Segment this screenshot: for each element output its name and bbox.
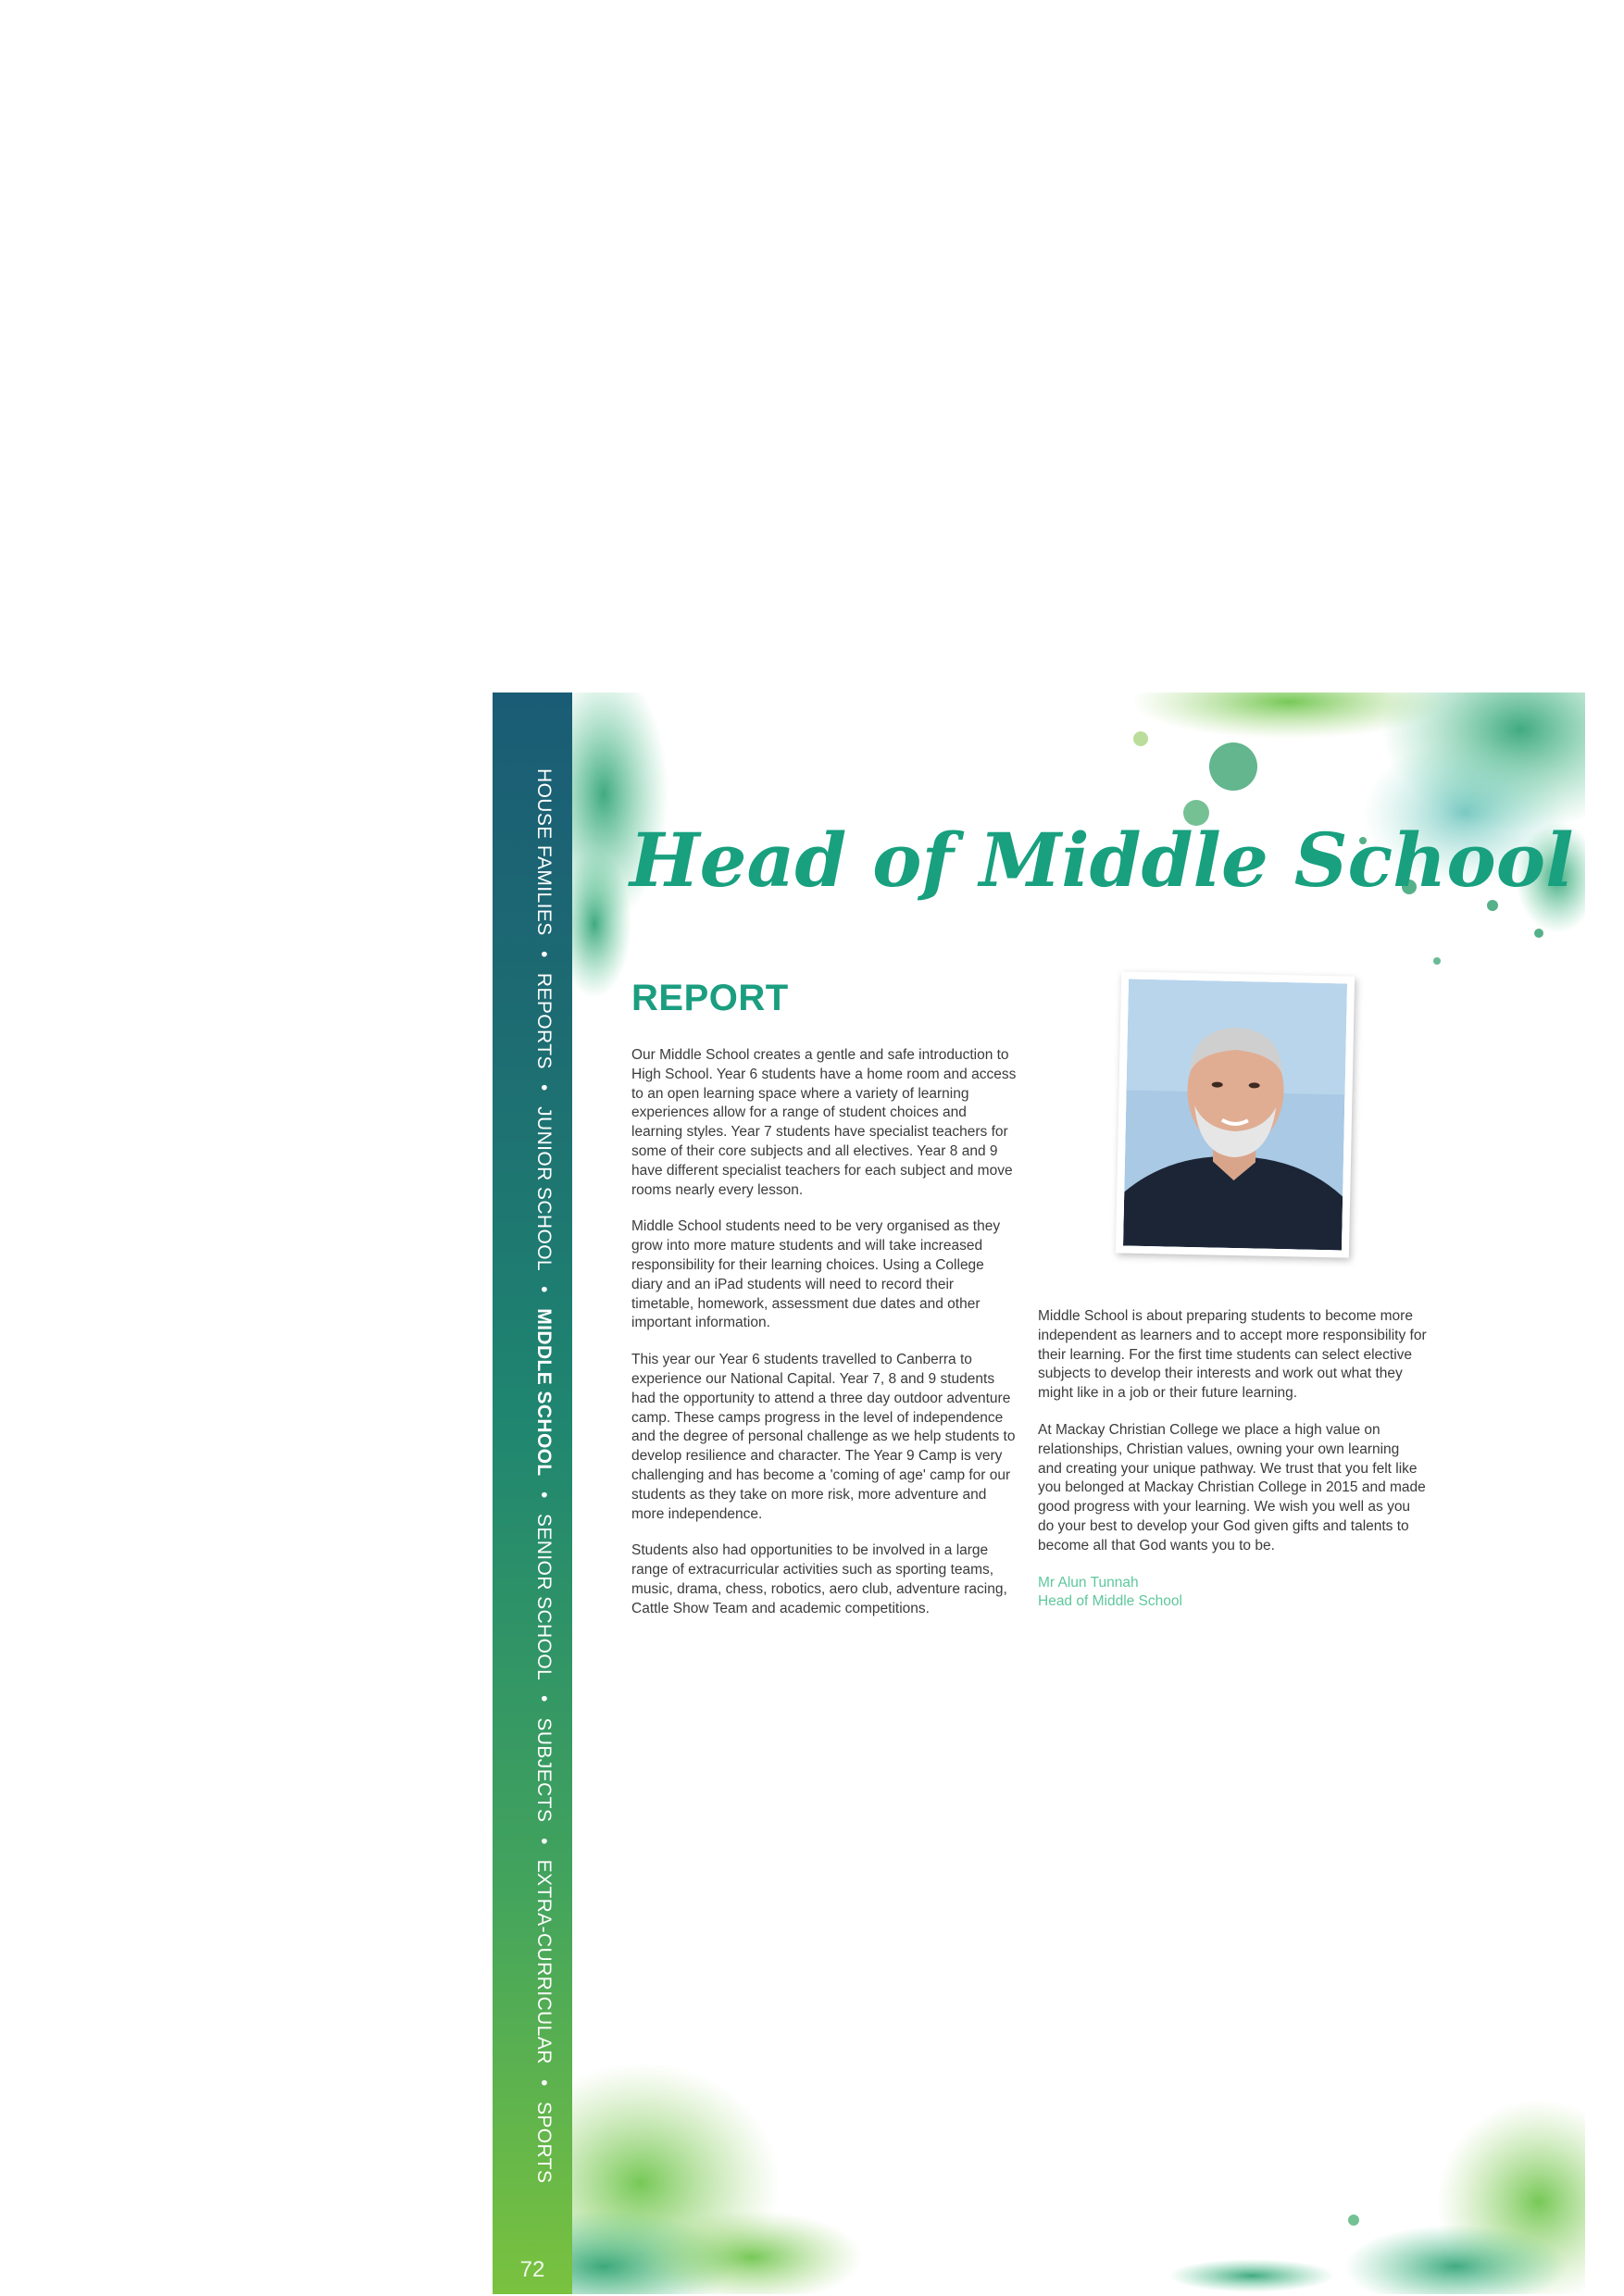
nav-separator: • [533, 1084, 555, 1092]
paragraph: Middle School is about preparing students to become more independent as learners and to accept more responsibility for their learning. For the first time students can select elective subjects to develop their interests and work out what they might like in a job or their future learning. [1038, 1308, 1427, 1402]
section-nav [532, 768, 555, 2183]
page-number: 72 [519, 2257, 545, 2282]
nav-separator: • [533, 1837, 555, 1845]
portrait-photo [1116, 971, 1355, 1257]
nav-separator: • [533, 1491, 555, 1499]
portrait-image [1123, 980, 1347, 1251]
paragraph: This year our Year 6 students travelled to Canberra to experience our National Capital. Year 7, 8 and 9 students had the opportunity to attend a three day outdoor adventure camp. These camps progress in the level of independence and the degree of personal challenge as we help students to develop resilience and character. The Year 9 Camp is very challenging and has become a 'coming of age' camp for our students as they take on more risk, more adventure and more independence. [631, 1352, 1016, 1522]
nav-item-extra-curricular: EXTRA-CURRICULAR [533, 1859, 555, 2065]
nav-item-house-families: HOUSE FAMILIES [533, 768, 555, 936]
nav-separator: • [533, 950, 555, 958]
nav-separator: • [533, 2078, 555, 2087]
page-subtitle: REPORT [631, 978, 789, 1018]
page-title: Head of Middle School [630, 817, 1574, 904]
nav-item-junior-school: JUNIOR SCHOOL [533, 1106, 555, 1272]
paragraph: Our Middle School creates a gentle and safe introduction to High School. Year 6 students have a home room and access to an open learning space where a variety of learning experiences allow for a range of student choices and learning styles. Year 7 students have specialist teachers for some of their core subjects and all electives. Year 8 and 9 have different specialist teachers for each subject and move rooms nearly every lesson. [631, 1047, 1017, 1198]
right-column [1038, 1307, 1427, 1612]
nav-item-subjects: SUBJECTS [533, 1717, 555, 1823]
nav-separator: • [533, 1695, 555, 1703]
left-column [631, 1046, 1018, 1637]
paragraph: At Mackay Christian College we place a high value on relationships, Christian values, owning your own learning and creating your unique pathway. We trust that you felt like you belonged at Mackay Christian College in 2015 and made good progress with your learning. We wish you well as you do your best to develop your God given gifts and talents to become all that God wants you to be. [1038, 1421, 1426, 1554]
section-sidebar [493, 693, 572, 2294]
nav-item-reports: REPORTS [533, 972, 555, 1069]
report-page [493, 693, 1585, 2294]
nav-item-sports: SPORTS [533, 2101, 555, 2184]
nav-item-middle-school: MIDDLE SCHOOL [533, 1308, 555, 1477]
nav-separator: • [533, 1286, 555, 1294]
paragraph: Students also had opportunities to be involved in a large range of extracurricular activities such as sporting teams, music, drama, chess, robotics, aero club, adventure racing, Cattle Show Team and academic competitions. [631, 1542, 1007, 1616]
nav-item-senior-school: SENIOR SCHOOL [533, 1513, 555, 1681]
signature-name: Mr Alun Tunnah [1038, 1574, 1139, 1591]
paragraph: Middle School students need to be very organised as they grow into more mature students and will take increased responsibility for their learning choices. Using a College diary and an iPad students will need to record their timetable, homework, assessment due dates and other important information. [631, 1218, 1001, 1331]
signature-role: Head of Middle School [1038, 1593, 1182, 1610]
